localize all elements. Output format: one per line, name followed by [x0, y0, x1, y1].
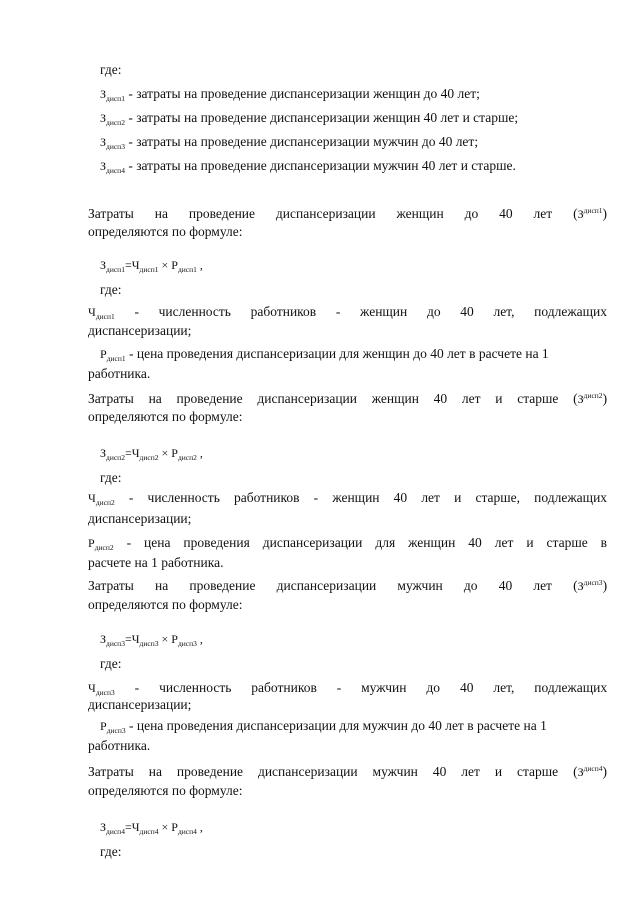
def-z-disp3	[100, 134, 478, 150]
formula-disp3: $З_{дисп3}=Ч_{дисп3} \times Р_{дисп3}$ ,	[100, 632, 203, 648]
definition-text: - затраты на проведение диспансеризации женщин до 40 лет;	[128, 86, 480, 101]
block2-ch-def: $Ч_{дисп2}$ - численность работников - женщин 40 лет и старше, подлежащих	[88, 490, 608, 507]
block1-where: где:	[100, 282, 122, 297]
subscript: дисп2	[106, 118, 125, 127]
block1-intro: Затраты на проведение диспансеризации женщин до 40 лет $(З^{дисп1})$	[88, 206, 608, 221]
def-z-disp4	[100, 158, 516, 174]
symbol-z: З	[100, 135, 107, 149]
block2-p-def-line2: расчете на 1 работника.	[88, 555, 224, 570]
block2-where: где:	[100, 470, 122, 485]
block1-p-def-line2: работника.	[88, 366, 151, 381]
symbol-z: З	[100, 111, 107, 125]
block2-ch-def-line2: диспансеризации;	[88, 511, 192, 526]
block1-ch-def: $Ч_{дисп1}$ - численность работников - женщин до 40 лет, подлежащих	[88, 304, 608, 321]
symbol-z: З	[100, 87, 107, 101]
block3-ch-def-line2: диспансеризации;	[88, 697, 192, 712]
block3-p-def-line2: работника.	[88, 738, 151, 753]
block4-intro: Затраты на проведение диспансеризации мужчин 40 лет и старше $(З^{дисп4})$	[88, 764, 608, 779]
block4-where: где:	[100, 844, 122, 859]
definition-text: - затраты на проведение диспансеризации мужчин до 40 лет;	[128, 134, 479, 149]
symbol-z: З	[100, 159, 107, 173]
block2-intro-line2: определяются по формуле:	[88, 409, 243, 424]
subscript: дисп1	[106, 94, 125, 103]
block2-p-def: $Р_{дисп2}$ - цена проведения диспансеризации для женщин 40 лет и старше в	[88, 535, 608, 552]
def-z-disp1	[100, 86, 480, 102]
def-z-disp2	[100, 110, 518, 126]
where-label: где:	[100, 62, 122, 77]
block1-ch-def-line2: диспансеризации;	[88, 323, 192, 338]
subscript: дисп3	[106, 142, 125, 151]
block3-intro-line2: определяются по формуле:	[88, 597, 243, 612]
block1-intro-line2: определяются по формуле:	[88, 224, 243, 239]
block3-where: где:	[100, 656, 122, 671]
block4-intro-line2: определяются по формуле:	[88, 783, 243, 798]
block3-intro: Затраты на проведение диспансеризации мужчин до 40 лет $(З^{дисп3})$	[88, 578, 608, 593]
definition-text: - затраты на проведение диспансеризации женщин 40 лет и старше;	[128, 110, 519, 125]
definition-text: - затраты на проведение диспансеризации мужчин 40 лет и старше.	[128, 158, 516, 173]
block2-intro: Затраты на проведение диспансеризации женщин 40 лет и старше $(З^{дисп2})$	[88, 391, 608, 406]
block3-p-def: $Р_{дисп3}$ - цена проведения диспансеризации для мужчин до 40 лет в расчете на 1	[100, 718, 547, 735]
formula-disp4: $З_{дисп4}=Ч_{дисп4} \times Р_{дисп4}$ ,	[100, 820, 203, 836]
formula-disp2: $З_{дисп2}=Ч_{дисп2} \times Р_{дисп2}$ ,	[100, 446, 203, 462]
block3-ch-def: $Ч_{дисп3}$ - численность работников - мужчин до 40 лет, подлежащих	[88, 680, 608, 697]
subscript: дисп4	[106, 166, 125, 175]
block1-p-def: $Р_{дисп1}$ - цена проведения диспансеризации для женщин до 40 лет в расчете на 1	[100, 346, 549, 363]
formula-disp1: $З_{дисп1}=Ч_{дисп1} \times Р_{дисп1}$ ,	[100, 258, 203, 274]
